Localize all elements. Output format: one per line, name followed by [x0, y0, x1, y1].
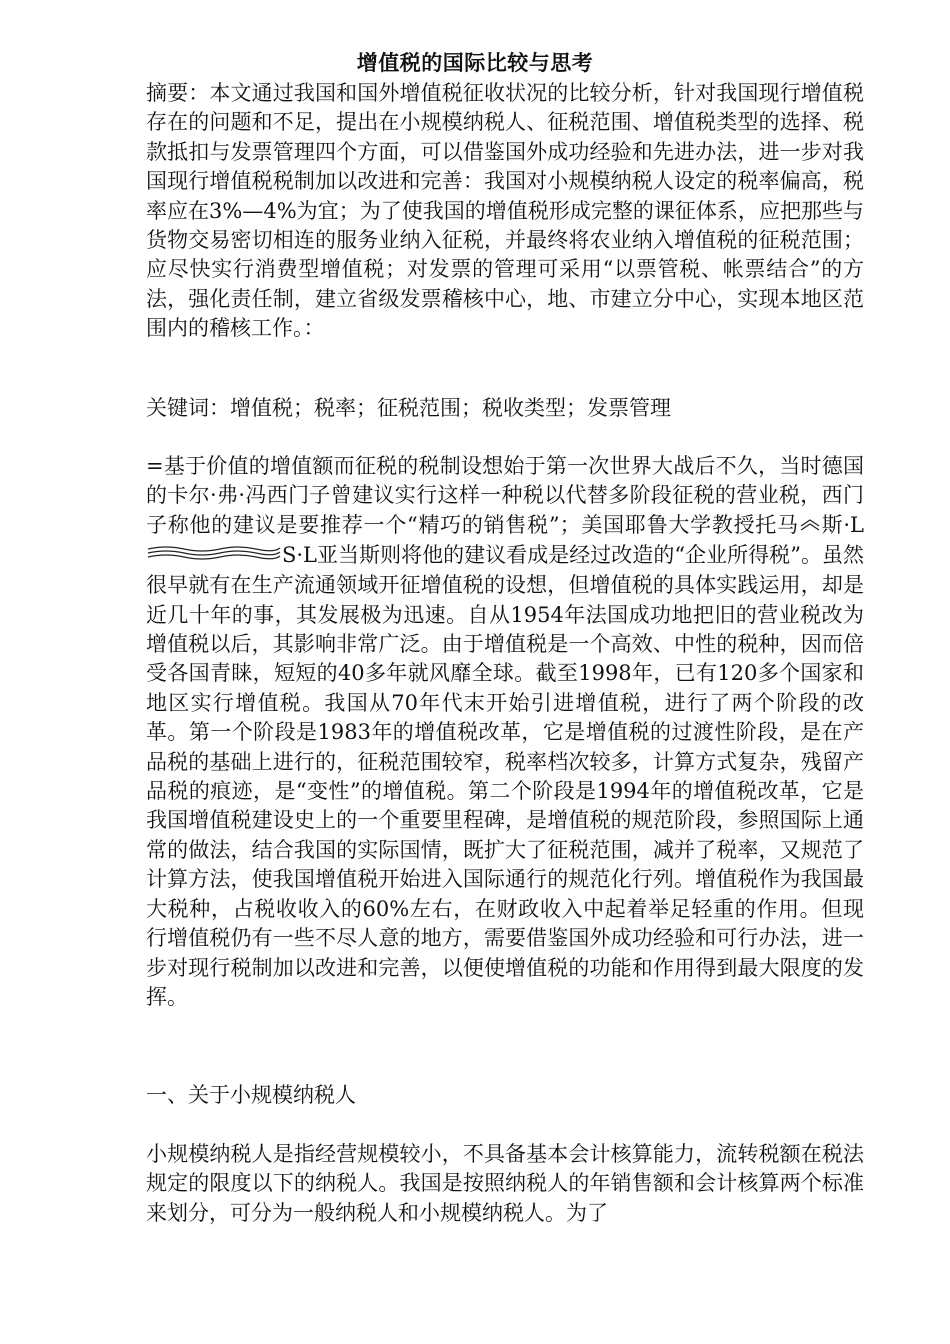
- caret-mark-icon: [799, 512, 821, 541]
- section-1-heading: 一、关于小规模纳税人: [146, 1083, 356, 1107]
- document-title: 增值税的国际比较与思考: [356, 50, 594, 75]
- intro-text-part-3: S·L: [282, 543, 318, 568]
- intro-text-part-2: 斯·L: [820, 512, 864, 537]
- section-1-paragraph: 小规模纳税人是指经营规模较小，不具备基本会计核算能力，流转税额在税法规定的限度以下的纳税人。我国是按照纳税人的年销售额和会计核算两个标准来划分，可分为一般纳税人和小规模纳税人。为了: [146, 1142, 864, 1225]
- intro-text-part-4: 亚当斯则将他的建议看成是经过改造的“企业所得税”。虽然很早就有在生产流通领域开征增值税的设想，但增值税的具体实践运用，却是近几十年的事，其发展极为迅速。自从1954年法国成功地把旧的营业税改为增值税以后，其影响非常广泛。由于增值税是一个高效、中性的税种，因而倍受各国青睐，短短的40多年就风靡全球。截至1998年，已有120多个国家和地区实行增值税。我国从70年代末开始引进增值税，进行了两个阶段的改革。第一个阶段是1983年的增值税改革，它是增值税的过渡性阶段，是在产品税的基础上进行的，征税范围较窄，税率档次较多，计算方式复杂，残留产品税的痕迹，是“变性”的增值税。第二个阶段是1994年的增值税改革，它是我国增值税建设史上的一个重要里程碑，是增值税的规范阶段，参照国际上通常的做法，结合我国的实际国情，既扩大了征税范围，减并了税率，又规范了计算方法，使我国增值税开始进入国际通行的规范化行列。增值税作为我国最大税种，占税收收入的60%左右，在财政收入中起着举足轻重的作用。但现行增值税仍有一些不尽人意的地方，需要借鉴国外成功经验和可行办法，进一步对现行税制加以改进和完善，以便使增值税的功能和作用得到最大限度的发挥。: [146, 543, 864, 1009]
- wavy-line-icon: [146, 542, 282, 571]
- keywords-line: 关键词：增值税；税率；征税范围；税收类型；发票管理: [146, 396, 671, 420]
- intro-paragraph: [146, 452, 864, 1012]
- intro-text-part-1: =基于价值的增值额而征税的税制设想始于第一次世界大战后不久，当时德国的卡尔·弗·冯西门子曾建议实行这样一种税以代替多阶段征税的营业税，西门子称他的建议是要推荐一个“精巧的销售税”；美国耶鲁大学教授托马: [146, 454, 864, 537]
- abstract-paragraph: 摘要：本文通过我国和国外增值税征收状况的比较分析，针对我国现行增值税存在的问题和不足，提出在小规模纳税人、征税范围、增值税类型的选择、税款抵扣与发票管理四个方面，可以借鉴国外成功经验和先进办法，进一步对我国现行增值税税制加以改进和完善：我国对小规模纳税人设定的税率偏高，税率应在3%—4%为宜；为了使我国的增值税形成完整的课征体系，应把那些与货物交易密切相连的服务业纳入征税，并最终将农业纳入增值税的征税范围；应尽快实行消费型增值税；对发票的管理可采用“以票管税、帐票结合”的方法，强化责任制，建立省级发票稽核中心，地、市建立分中心，实现本地区范围内的稽核工作。：: [146, 81, 864, 341]
